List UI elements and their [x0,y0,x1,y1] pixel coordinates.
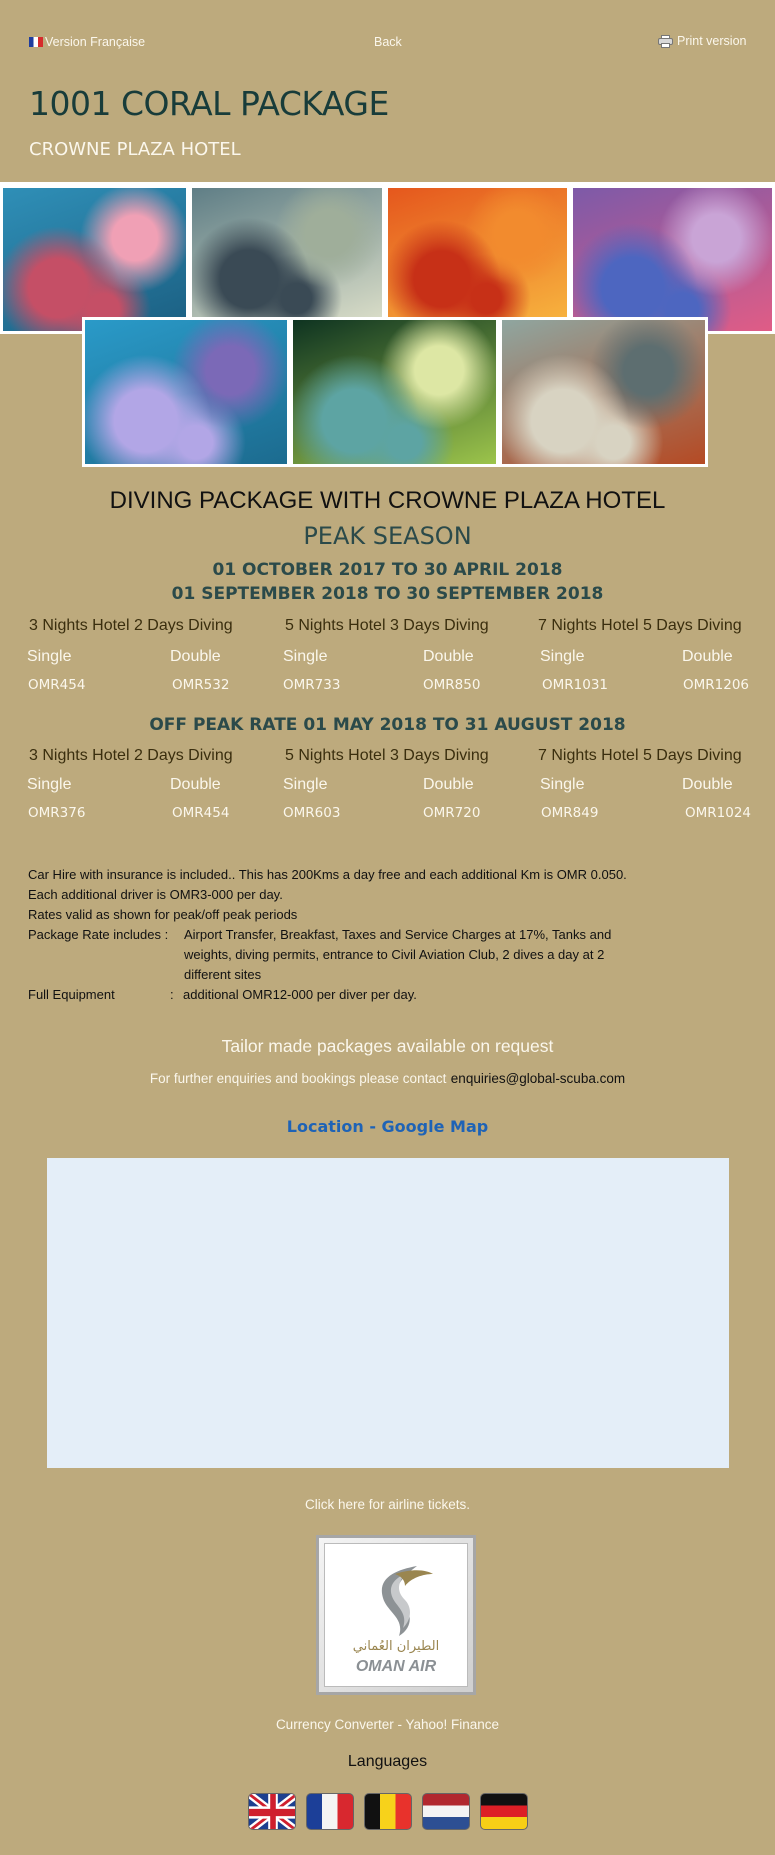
offpeak-room-single: Single [27,776,72,793]
additional-driver-info: Each additional driver is OMR3-000 per day. [28,887,283,902]
photo-moray-eel [189,185,385,321]
peak-season-heading: PEAK SEASON [303,522,472,550]
peak-dates-line-1: 01 OCTOBER 2017 TO 30 APRIL 2018 [212,560,563,580]
offpeak-room-single: Single [540,776,585,793]
peak-dates-line-2: 01 SEPTEMBER 2018 TO 30 SEPTEMBER 2018 [171,584,604,604]
package-includes-line-3: different sites [184,967,262,982]
print-version-label: Print version [677,34,747,48]
airline-tickets-link[interactable]: Click here for airline tickets. [304,1497,471,1512]
peak-room-double: Double [423,648,474,665]
netherlands-flag-icon[interactable] [422,1793,470,1830]
offpeak-price: OMR849 [541,805,599,821]
france-flag-icon[interactable] [306,1793,354,1830]
printer-icon [658,35,673,47]
peak-package-5-nights: 5 Nights Hotel 3 Days Diving [285,617,489,634]
hotel-subtitle: CROWNE PLAZA HOTEL [29,139,241,160]
off-peak-heading: OFF PEAK RATE 01 MAY 2018 TO 31 AUGUST 2018 [149,715,626,735]
car-hire-info: Car Hire with insurance is included.. This has 200Kms a day free and each additional Km is OMR 0.050. [28,867,627,882]
offpeak-package-7-nights: 7 Nights Hotel 5 Days Diving [538,747,742,764]
enquiries-line [0,1070,775,1088]
peak-package-7-nights: 7 Nights Hotel 5 Days Diving [538,617,742,634]
french-version-label: Version Française [45,35,146,49]
page-title: 1001 CORAL PACKAGE [29,84,389,123]
offpeak-price: OMR376 [28,805,86,821]
google-map-embed[interactable] [47,1158,729,1468]
peak-package-3-nights: 3 Nights Hotel 2 Days Diving [29,617,233,634]
peak-price: OMR1206 [683,677,750,693]
offpeak-room-double: Double [423,776,474,793]
google-map-link[interactable]: Location - Google Map [286,1117,489,1136]
peak-room-double: Double [170,648,221,665]
currency-converter-link[interactable]: Currency Converter - Yahoo! Finance [275,1717,500,1732]
full-equipment-label: Full Equipment [28,987,115,1002]
tailor-made-notice: Tailor made packages available on request [221,1036,554,1056]
germany-flag-icon[interactable] [480,1793,528,1830]
rates-valid-info: Rates valid as shown for peak/off peak periods [28,907,298,922]
photo-soft-coral-reef [0,185,189,334]
back-link[interactable]: Back [374,35,402,49]
offpeak-room-double: Double [682,776,733,793]
enquiries-text: For further enquiries and bookings please contact [149,1071,447,1086]
peak-price: OMR532 [172,677,230,693]
peak-price: OMR1031 [542,677,609,693]
photo-orange-coral [385,185,570,321]
package-includes-line-2: weights, diving permits, entrance to Civil Aviation Club, 2 dives a day at 2 [184,947,605,962]
peak-room-single: Single [283,648,328,665]
peak-price: OMR850 [423,677,481,693]
oman-air-arabic-wordmark: الطيران العُماني [352,1639,440,1654]
offpeak-price: OMR1024 [685,805,752,821]
peak-price: OMR733 [283,677,341,693]
offpeak-price: OMR603 [283,805,341,821]
peak-room-single: Single [27,648,72,665]
uk-flag-icon[interactable] [248,1793,296,1830]
diving-package-heading: DIVING PACKAGE WITH CROWNE PLAZA HOTEL [109,487,666,514]
offpeak-room-double: Double [170,776,221,793]
oman-air-logo-link[interactable] [316,1535,476,1695]
full-equipment-colon: : [170,987,174,1002]
package-includes-line-1: Airport Transfer, Breakfast, Taxes and Service Charges at 17%, Tanks and [184,927,612,942]
photo-anemone-fish [499,317,708,467]
package-includes-label: Package Rate includes : [28,927,169,942]
belgium-flag-icon[interactable] [364,1793,412,1830]
offpeak-price: OMR454 [172,805,230,821]
french-version-link[interactable] [29,35,145,49]
peak-price: OMR454 [28,677,86,693]
offpeak-price: OMR720 [423,805,481,821]
oman-air-logo [324,1543,468,1687]
photo-green-coral [290,317,499,467]
languages-heading: Languages [347,1753,428,1770]
print-version-link[interactable] [658,34,746,48]
france-flag-icon [29,37,43,47]
offpeak-package-3-nights: 3 Nights Hotel 2 Days Diving [29,747,233,764]
enquiries-email-link[interactable]: enquiries@global-scuba.com [450,1071,626,1086]
photo-eel-in-pink-coral [570,185,775,334]
photo-purple-fan-coral [82,317,290,467]
offpeak-package-5-nights: 5 Nights Hotel 3 Days Diving [285,747,489,764]
offpeak-room-single: Single [283,776,328,793]
peak-room-double: Double [682,648,733,665]
peak-room-single: Single [540,648,585,665]
full-equipment-value: additional OMR12-000 per diver per day. [183,987,417,1002]
oman-air-wordmark: OMAN AIR [355,1658,437,1675]
